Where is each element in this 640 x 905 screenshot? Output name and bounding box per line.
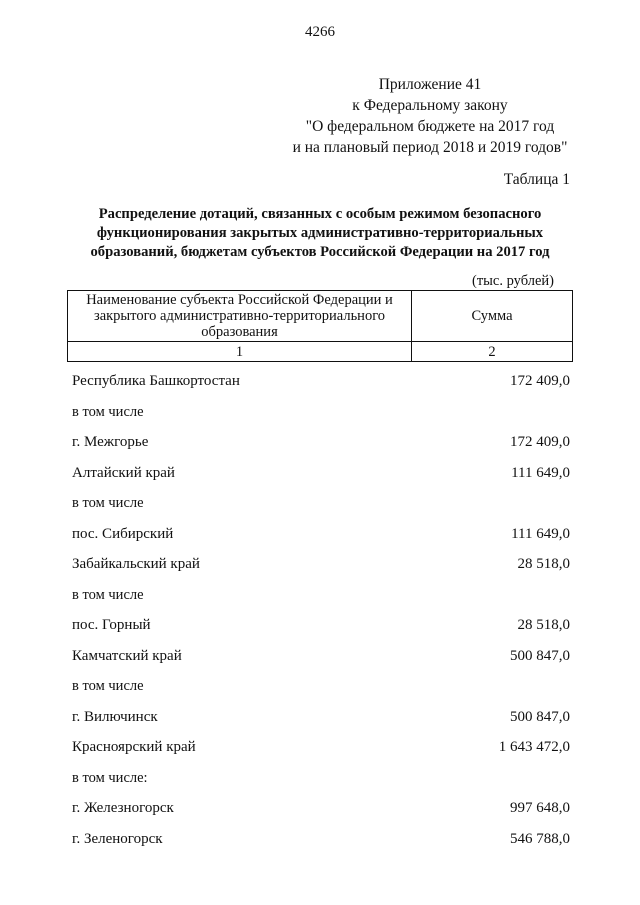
row-value: 111 649,0 — [511, 525, 570, 542]
unit-label: (тыс. рублей) — [472, 273, 554, 289]
appendix-line: "О федеральном бюджете на 2017 год — [305, 118, 555, 135]
table-row — [72, 709, 570, 740]
table-row — [72, 739, 570, 770]
table-body — [72, 373, 570, 861]
row-name: г. Железногорск — [72, 800, 174, 816]
row-name: пос. Горный — [72, 617, 151, 633]
appendix-header — [250, 74, 610, 158]
row-name: пос. Сибирский — [72, 525, 174, 542]
row-value: 172 409,0 — [510, 373, 570, 389]
row-name: г. Зеленогорск — [72, 830, 163, 847]
table-row — [72, 617, 570, 648]
row-name: в том числе — [72, 586, 144, 603]
table-row — [72, 495, 570, 526]
row-name: в том числе — [72, 403, 144, 420]
table-row — [72, 831, 570, 862]
row-value: 997 648,0 — [510, 800, 570, 816]
row-name: Алтайский край — [72, 464, 175, 481]
table-row — [72, 556, 570, 587]
row-value: 172 409,0 — [510, 434, 570, 450]
sum-column-header: Сумма — [412, 291, 573, 342]
row-value: 111 649,0 — [511, 464, 570, 481]
name-column-header — [68, 291, 412, 342]
row-name: в том числе: — [72, 769, 148, 786]
table-row — [72, 770, 570, 801]
title-line: образований, бюджетам субъектов Российской Федерации на 2017 год — [90, 244, 550, 260]
name-header-line: закрытого административно-территориального — [93, 308, 386, 324]
column-number-1: 1 — [68, 342, 412, 362]
table-row — [72, 465, 570, 496]
appendix-line: Приложение 41 — [378, 76, 482, 93]
table-header — [67, 290, 573, 362]
table-row — [72, 587, 570, 618]
title-line: функционирования закрытых административно-территориальных — [96, 225, 544, 241]
table-row — [72, 648, 570, 679]
table-row — [72, 800, 570, 831]
table-row — [72, 434, 570, 465]
row-value: 28 518,0 — [517, 556, 570, 572]
appendix-line: и на плановый период 2018 и 2019 годов" — [292, 139, 568, 156]
column-number-2: 2 — [412, 342, 573, 362]
row-name: г. Вилючинск — [72, 708, 158, 725]
table-row — [72, 678, 570, 709]
row-value: 28 518,0 — [517, 617, 570, 633]
row-name: в том числе — [72, 678, 144, 694]
page-number: 4266 — [305, 24, 335, 40]
row-name: Красноярский край — [72, 739, 196, 755]
row-name: Республика Башкортостан — [72, 373, 240, 389]
row-name: Камчатский край — [72, 647, 182, 664]
table-row — [72, 526, 570, 557]
row-name: Забайкальский край — [72, 556, 200, 572]
table-row — [72, 373, 570, 404]
document-title — [70, 205, 570, 262]
table-label: Таблица 1 — [503, 171, 570, 188]
row-name: г. Межгорье — [72, 434, 149, 450]
row-name: в том числе — [72, 495, 144, 511]
title-line: Распределение дотаций, связанных с особым режимом безопасного — [98, 206, 542, 222]
appendix-line: к Федеральному закону — [352, 97, 508, 114]
name-header-line: Наименование субъекта Российской Федерации и — [86, 292, 393, 308]
table-row — [72, 404, 570, 435]
name-header-line: образования — [201, 324, 278, 340]
row-value: 500 847,0 — [510, 708, 570, 725]
row-value: 1 643 472,0 — [498, 739, 570, 755]
row-value: 546 788,0 — [510, 830, 570, 847]
row-value: 500 847,0 — [510, 647, 570, 664]
